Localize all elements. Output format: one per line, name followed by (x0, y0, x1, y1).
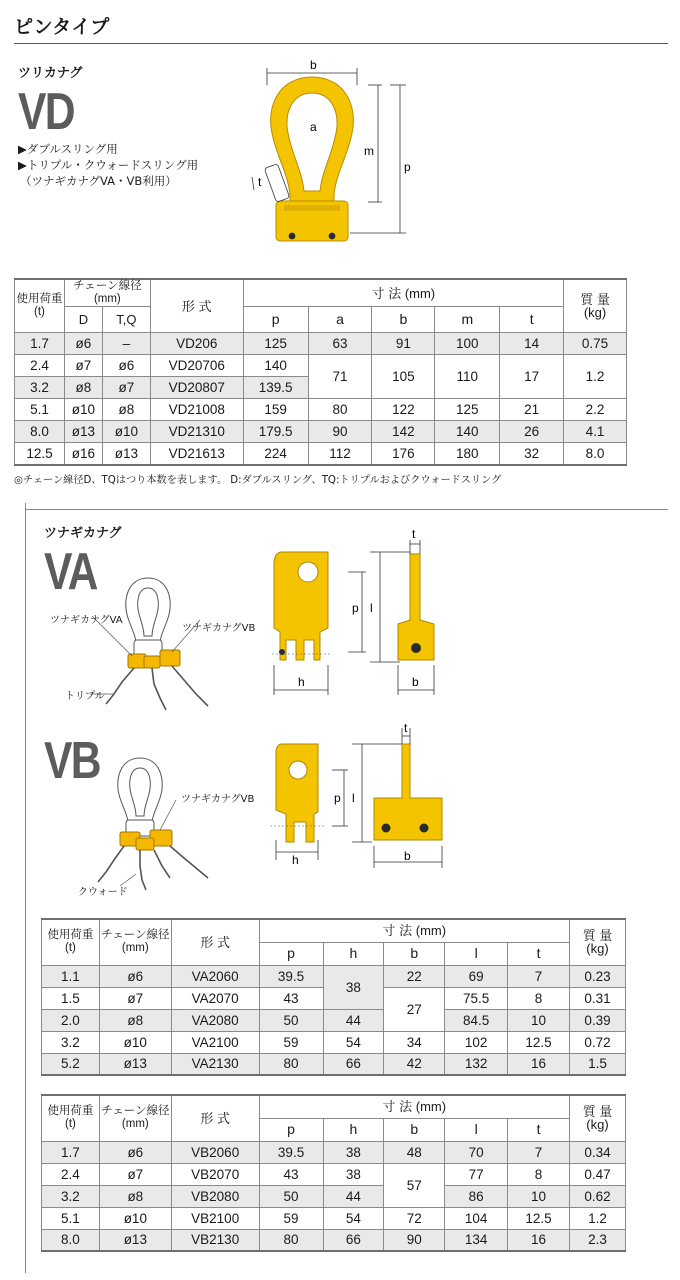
cell: 5.1 (42, 1207, 100, 1229)
vb-col-mass-label: 質 量 (582, 1104, 613, 1120)
vd-col-dims: 寸 法 (mm) (243, 279, 563, 307)
cell: ø13 (99, 1053, 171, 1075)
va-dim-p: p (352, 601, 359, 615)
cell: 1.1 (42, 965, 100, 987)
cell: VA2060 (171, 965, 259, 987)
section-divider-vertical (25, 503, 26, 1273)
cell: VA2080 (171, 1009, 259, 1031)
cell: ø13 (64, 421, 102, 443)
table-row (42, 1163, 626, 1185)
cell: 0.75 (564, 333, 627, 355)
cell: VB2080 (171, 1185, 259, 1207)
vd-col-b: b (372, 307, 435, 333)
cell: VB2130 (171, 1229, 259, 1251)
vd-col-mass-label: 質 量 (580, 292, 610, 307)
cell: 80 (308, 399, 372, 421)
cell: VB2100 (171, 1207, 259, 1229)
vd-bullets (18, 141, 198, 189)
cell: VD206 (150, 333, 243, 355)
vd-bullet: （ツナギカナグVA・VB利用） (20, 174, 177, 188)
va-dim-b: b (412, 675, 419, 689)
cell: VD21613 (150, 443, 243, 465)
vd-heading: ツリカナグ (18, 66, 83, 81)
cell: VD21008 (150, 399, 243, 421)
cell: 140 (435, 421, 500, 443)
cell: 39.5 (259, 1141, 323, 1163)
vb-spec-table (41, 1094, 626, 1252)
cell: 3.2 (42, 1031, 100, 1053)
vd-note: ◎チェーン線径D、TQはつり本数を表します。 D:ダブルスリング、TQ:トリプルおよびクウォードスリング (14, 475, 502, 486)
cell: VD21310 (150, 421, 243, 443)
vb-col-l: l (445, 1118, 508, 1141)
cell: VD20706 (150, 355, 243, 377)
vb-col-p: p (259, 1118, 323, 1141)
vb-dim-p: p (334, 791, 341, 805)
vd-dim-p: p (404, 160, 411, 174)
cell: 2.4 (42, 1163, 100, 1185)
cell: 12.5 (508, 1207, 570, 1229)
vb-dim-t: t (404, 721, 408, 735)
cell: 2.3 (570, 1229, 626, 1251)
table-row (42, 1207, 626, 1229)
table-row (15, 355, 627, 377)
vd-dim-t: t (258, 175, 262, 189)
cell: VD20807 (150, 377, 243, 399)
vd-col-a: a (308, 307, 372, 333)
cell: 7 (508, 965, 570, 987)
cell: 50 (259, 1185, 323, 1207)
va-dim-t: t (412, 527, 416, 541)
cell: 0.47 (570, 1163, 626, 1185)
table-row (15, 333, 627, 355)
vb-col-chain-label: チェーン線径 (101, 1105, 170, 1118)
vb-dim-b: b (404, 849, 411, 863)
vd-hook-diagram (240, 55, 430, 265)
cell: 22 (384, 965, 445, 987)
va-col-load-unit: (t) (65, 942, 76, 955)
cell: 134 (445, 1229, 508, 1251)
cell: 0.23 (570, 965, 626, 987)
cell: ø6 (99, 1141, 171, 1163)
cell: 16 (508, 1229, 570, 1251)
cell: 10 (508, 1185, 570, 1207)
table-row (42, 1031, 626, 1053)
vd-spec-table (14, 278, 627, 466)
cell: 38 (323, 1163, 384, 1185)
cell: 112 (308, 443, 372, 465)
vb-col-b: b (384, 1118, 445, 1141)
cell: 1.7 (15, 333, 65, 355)
va-col-l: l (445, 942, 508, 965)
cell: 7 (508, 1141, 570, 1163)
va-col-load-label: 使用荷重 (47, 929, 94, 942)
vd-col-chain: チェーン線径 (mm) (64, 279, 150, 307)
cell: 43 (259, 987, 323, 1009)
vb-dimension-diagram (262, 722, 462, 882)
cell: ø7 (99, 1163, 171, 1185)
vd-dim-b: b (310, 58, 317, 72)
cell: 0.39 (570, 1009, 626, 1031)
cell: 1.5 (570, 1053, 626, 1075)
cell: 0.62 (570, 1185, 626, 1207)
vb-label-vb: ツナギカナグVB (181, 794, 255, 805)
cell: ø13 (99, 1229, 171, 1251)
vb-col-load-unit: (t) (65, 1118, 76, 1131)
cell: VB2070 (171, 1163, 259, 1185)
vd-col-d: D (64, 307, 102, 333)
vd-col-m: m (435, 307, 500, 333)
cell: ø7 (102, 377, 150, 399)
cell: 2.2 (564, 399, 627, 421)
table-row (42, 1141, 626, 1163)
cell: 100 (435, 333, 500, 355)
cell: 17 (500, 355, 564, 399)
cell: ø10 (64, 399, 102, 421)
cell: ø6 (99, 965, 171, 987)
cell: ø7 (64, 355, 102, 377)
va-heading: ツナギカナグ (44, 526, 122, 541)
cell: 77 (445, 1163, 508, 1185)
cell: 105 (372, 355, 435, 399)
vd-col-load (15, 279, 65, 333)
cell: 0.31 (570, 987, 626, 1009)
cell: VA2130 (171, 1053, 259, 1075)
cell: 42 (384, 1053, 445, 1075)
vb-dim-l: l (352, 791, 355, 805)
cell: 12.5 (508, 1031, 570, 1053)
vb-label-quad: クウォード (78, 887, 128, 898)
vd-col-mass-unit: (kg) (583, 305, 607, 320)
vb-col-chain (99, 1095, 171, 1141)
cell: 90 (384, 1229, 445, 1251)
cell: ø16 (64, 443, 102, 465)
vd-dim-m: m (364, 144, 374, 158)
cell: 66 (323, 1229, 384, 1251)
va-col-t: t (508, 942, 570, 965)
cell: 4.1 (564, 421, 627, 443)
cell: 71 (308, 355, 372, 399)
cell: 50 (259, 1009, 323, 1031)
cell: 180 (435, 443, 500, 465)
va-col-mass (570, 919, 626, 965)
cell: ø8 (99, 1009, 171, 1031)
cell: 159 (243, 399, 308, 421)
cell: ø13 (102, 443, 150, 465)
cell: 1.7 (42, 1141, 100, 1163)
cell: – (102, 333, 150, 355)
vd-col-tq: T,Q (102, 307, 150, 333)
cell: 8.0 (42, 1229, 100, 1251)
table-row (42, 965, 626, 987)
va-label-vb: ツナギカナグVB (182, 623, 256, 634)
cell: 38 (323, 965, 384, 1009)
table-row (42, 1053, 626, 1075)
cell: 8 (508, 1163, 570, 1185)
cell: 54 (323, 1207, 384, 1229)
cell: 16 (508, 1053, 570, 1075)
cell: ø10 (99, 1031, 171, 1053)
cell: 86 (445, 1185, 508, 1207)
cell: 66 (323, 1053, 384, 1075)
cell: 44 (323, 1009, 384, 1031)
cell: 224 (243, 443, 308, 465)
cell: 5.1 (15, 399, 65, 421)
cell: 10 (508, 1009, 570, 1031)
table-row (15, 443, 627, 465)
cell: 5.2 (42, 1053, 100, 1075)
cell: 102 (445, 1031, 508, 1053)
cell: 122 (372, 399, 435, 421)
cell: 2.0 (42, 1009, 100, 1031)
cell: 125 (243, 333, 308, 355)
vd-dim-a: a (310, 120, 317, 134)
cell: 48 (384, 1141, 445, 1163)
cell: ø8 (102, 399, 150, 421)
va-model: VA (44, 543, 97, 601)
va-label-triple: トリプル (65, 691, 105, 702)
cell: 59 (259, 1031, 323, 1053)
va-col-load (42, 919, 100, 965)
vb-col-dims: 寸 法 (mm) (259, 1095, 569, 1118)
table-row (42, 1229, 626, 1251)
cell: 54 (323, 1031, 384, 1053)
table-row (42, 1185, 626, 1207)
cell: 104 (445, 1207, 508, 1229)
vd-bullet: ▶トリプル・クウォードスリング用 (18, 158, 199, 172)
table-row (42, 1009, 626, 1031)
vb-dim-h: h (292, 853, 299, 867)
cell: 91 (372, 333, 435, 355)
title-rule (14, 43, 668, 44)
cell: 2.4 (15, 355, 65, 377)
va-col-p: p (259, 942, 323, 965)
va-dim-l: l (370, 601, 373, 615)
vb-col-type: 形 式 (171, 1095, 259, 1141)
cell: ø10 (102, 421, 150, 443)
cell: 34 (384, 1031, 445, 1053)
cell: 57 (384, 1163, 445, 1207)
va-dimension-diagram (262, 527, 462, 700)
cell: 140 (243, 355, 308, 377)
cell: 1.2 (564, 355, 627, 399)
cell: ø10 (99, 1207, 171, 1229)
cell: 14 (500, 333, 564, 355)
cell: ø7 (99, 987, 171, 1009)
vb-assembly-diagram (80, 750, 260, 900)
cell: 12.5 (15, 443, 65, 465)
cell: 27 (384, 987, 445, 1031)
cell: 3.2 (42, 1185, 100, 1207)
cell: 84.5 (445, 1009, 508, 1031)
va-spec-table (41, 918, 626, 1076)
va-label-va: ツナギカナグVA (50, 615, 123, 626)
table-row (15, 399, 627, 421)
cell: 0.34 (570, 1141, 626, 1163)
vd-col-mass (564, 279, 627, 333)
va-col-b: b (384, 942, 445, 965)
cell: 43 (259, 1163, 323, 1185)
cell: 32 (500, 443, 564, 465)
va-col-chain-label: チェーン線径 (101, 929, 170, 942)
vd-col-p: p (243, 307, 308, 333)
cell: ø6 (64, 333, 102, 355)
cell: 63 (308, 333, 372, 355)
va-col-h: h (323, 942, 384, 965)
section-divider (25, 509, 668, 510)
vd-col-t: t (500, 307, 564, 333)
cell: 125 (435, 399, 500, 421)
cell: ø8 (99, 1185, 171, 1207)
vb-col-t: t (508, 1118, 570, 1141)
vd-col-type: 形 式 (150, 279, 243, 333)
va-col-type: 形 式 (171, 919, 259, 965)
cell: 80 (259, 1229, 323, 1251)
vd-col-load-label: 使用荷重 (16, 293, 63, 305)
cell: 80 (259, 1053, 323, 1075)
cell: 59 (259, 1207, 323, 1229)
cell: 139.5 (243, 377, 308, 399)
cell: 1.2 (570, 1207, 626, 1229)
cell: 0.72 (570, 1031, 626, 1053)
va-col-mass-unit: (kg) (586, 941, 609, 957)
vb-col-load (42, 1095, 100, 1141)
cell: 90 (308, 421, 372, 443)
cell: ø6 (102, 355, 150, 377)
cell: 142 (372, 421, 435, 443)
cell: 8.0 (15, 421, 65, 443)
vd-bullet: ▶ダブルスリング用 (18, 142, 118, 156)
vb-col-chain-unit: (mm) (121, 1118, 149, 1131)
cell: 38 (323, 1141, 384, 1163)
vd-model: VD (18, 83, 74, 141)
cell: 110 (435, 355, 500, 399)
cell: VA2100 (171, 1031, 259, 1053)
cell: 1.5 (42, 987, 100, 1009)
cell: 39.5 (259, 965, 323, 987)
va-col-chain-unit: (mm) (121, 942, 149, 955)
cell: 179.5 (243, 421, 308, 443)
cell: VA2070 (171, 987, 259, 1009)
table-row (15, 421, 627, 443)
cell: 26 (500, 421, 564, 443)
page-title: ピンタイプ (14, 16, 110, 38)
va-col-mass-label: 質 量 (582, 928, 613, 944)
cell: 8.0 (564, 443, 627, 465)
cell: 44 (323, 1185, 384, 1207)
va-col-chain (99, 919, 171, 965)
cell: 132 (445, 1053, 508, 1075)
va-dim-h: h (298, 675, 305, 689)
cell: 3.2 (15, 377, 65, 399)
cell: 70 (445, 1141, 508, 1163)
cell: 8 (508, 987, 570, 1009)
vb-col-mass-unit: (kg) (586, 1117, 609, 1133)
cell: 69 (445, 965, 508, 987)
vd-col-load-unit: (t) (34, 306, 45, 318)
va-col-dims: 寸 法 (mm) (259, 919, 569, 942)
cell: VB2060 (171, 1141, 259, 1163)
cell: 21 (500, 399, 564, 421)
vb-col-h: h (323, 1118, 384, 1141)
cell: ø8 (64, 377, 102, 399)
vb-model: VB (44, 732, 100, 790)
cell: 72 (384, 1207, 445, 1229)
cell: 176 (372, 443, 435, 465)
cell: 75.5 (445, 987, 508, 1009)
vb-col-load-label: 使用荷重 (47, 1105, 94, 1118)
vb-col-mass (570, 1095, 626, 1141)
